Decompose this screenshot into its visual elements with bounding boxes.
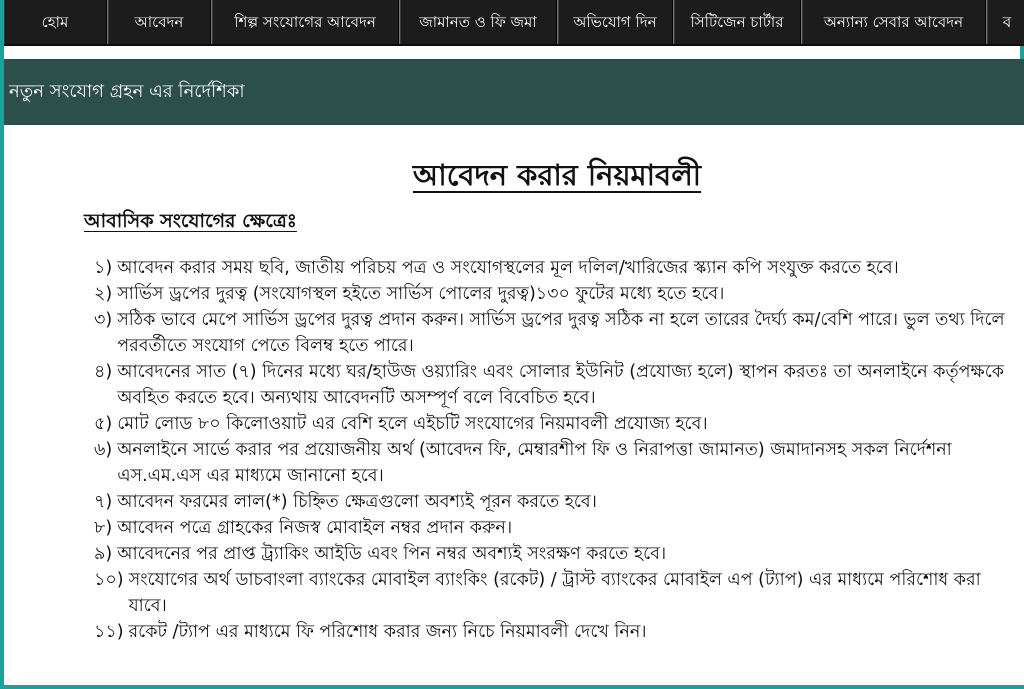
main-content [4,125,1024,685]
rule-item [94,255,1019,281]
rule-text: মোট লোড ৮০ কিলোওয়াট এর বেশি হলে এইচটি সংযোগের নিয়মাবলী প্রযোজ্য হবে। [117,414,708,434]
rule-text: সার্ভিস ড্রপের দুরত্ব (সংযোগস্থল হইতে সার্ভিস পোলের দুরত্ব)১৩০ ফুটের মধ্যে হতে হবে। [117,284,725,304]
rule-item [94,411,1019,437]
nav-menu [4,0,1024,46]
rule-number: ৫) [94,414,113,434]
rule-number: ২) [94,284,113,304]
rule-number: ৮) [94,518,113,538]
nav-item-deposit-and-fee[interactable]: জামানত ও ফি জমা [399,0,557,46]
rule-number: ৪) [94,362,113,382]
page-title: আবেদন করার নিয়মাবলী [412,158,702,192]
rule-number: ৩) [94,310,113,330]
rule-text: সংযোগের অর্থ ডাচবাংলা ব্যাংকের মোবাইল ব্যাংকিং (রকেট) / ট্রাস্ট ব্যাংকের মোবাইল এপ (ট্যাপ) এর মাধ্যমে পরিশোধ করা যাবে। [128,570,981,616]
page-banner [4,59,1024,125]
rule-item [94,567,1019,619]
rule-item [94,281,1019,307]
rule-item [94,489,1019,515]
nav-item-apply[interactable]: আবেদন [107,0,211,46]
rule-number: ৭) [94,492,113,512]
nav-item-more[interactable]: ব [986,0,1024,46]
rule-text: আবেদনের সাত (৭) দিনের মধ্যে ঘর/হাউজ ওয়্যারিং এবং সোলার ইউনিট (প্রযোজ্য হলে) স্থাপন করতঃ তা অনলাইনে কর্তৃপক্ষকে অবহিত করতে হবে। অন্যথায় আবেদনটি অসম্পূর্ণ বলে বিবেচিত হবে। [117,362,1005,408]
top-navbar [4,0,1024,46]
rule-item [94,307,1019,359]
rule-item [94,541,1019,567]
rule-number: ৯) [94,544,113,564]
nav-item-industrial-connection[interactable]: শিল্প সংযোগের আবেদন [211,0,399,46]
nav-item-home[interactable]: হোম [4,0,107,46]
nav-item-citizen-charter[interactable]: সিটিজেন চার্টার [673,0,801,46]
section-title: আবাসিক সংযোগের ক্ষেত্রেঃ [84,210,297,232]
rule-text: অনলাইনে সার্ভে করার পর প্রয়োজনীয় অর্থ (আবেদন ফি, মেম্বারশীপ ফি ও নিরাপত্তা জামানত) জমাদানসহ সকল নির্দেশনা এস.এম.এস এর মাধ্যমে জানানো হবে। [117,440,952,486]
rule-number: ১) [94,258,113,278]
nav-item-other-services[interactable]: অন্যান্য সেবার আবেদন [801,0,986,46]
rule-item [94,515,1019,541]
rule-number: ৬) [94,440,113,460]
rule-text: আবেদনের পর প্রাপ্ত ট্র্যাকিং আইডি এবং পিন নম্বর অবশ্যই সংরক্ষণ করতে হবে। [117,544,667,564]
rule-number: ১০) [94,570,124,590]
rule-item [94,619,1019,645]
rule-text: সঠিক ভাবে মেপে সার্ভিস ড্রপের দুরত্ব প্রদান করুন। সার্ভিস ড্রপের দুরত্ব সঠিক না হলে তারের দৈর্ঘ্য কম/বেশি পারে। ভুল তথ্য দিলে পরবর্তীতে সংযোগ পেতে বিলম্ব হতে পারে। [117,310,1005,356]
rules-list [94,255,1019,645]
rule-text: আবেদন ফরমের লাল(*) চিহ্নিত ক্ষেত্রগুলো অবশ্যই পূরন করতে হবে। [117,492,597,512]
rule-text: রকেট /ট্যাপ এর মাধ্যমে ফি পরিশোধ করার জন্য নিচে নিয়মাবলী দেখে নিন। [128,622,647,642]
rule-text: আবেদন পত্রে গ্রাহকের নিজস্ব মোবাইল নম্বর প্রদান করুন। [117,518,513,538]
rule-item [94,437,1019,489]
rule-text: আবেদন করার সময় ছবি, জাতীয় পরিচয় পত্র ও সংযোগস্থলের মূল দলিল/খারিজের স্ক্যান কপি সংযুক্ত করতে হবে। [117,258,899,278]
banner-title: নতুন সংযোগ গ্রহন এর নির্দেশিকা [9,80,245,102]
nav-item-complaint[interactable]: অভিযোগ দিন [557,0,673,46]
rule-item [94,359,1019,411]
rule-number: ১১) [94,622,124,642]
